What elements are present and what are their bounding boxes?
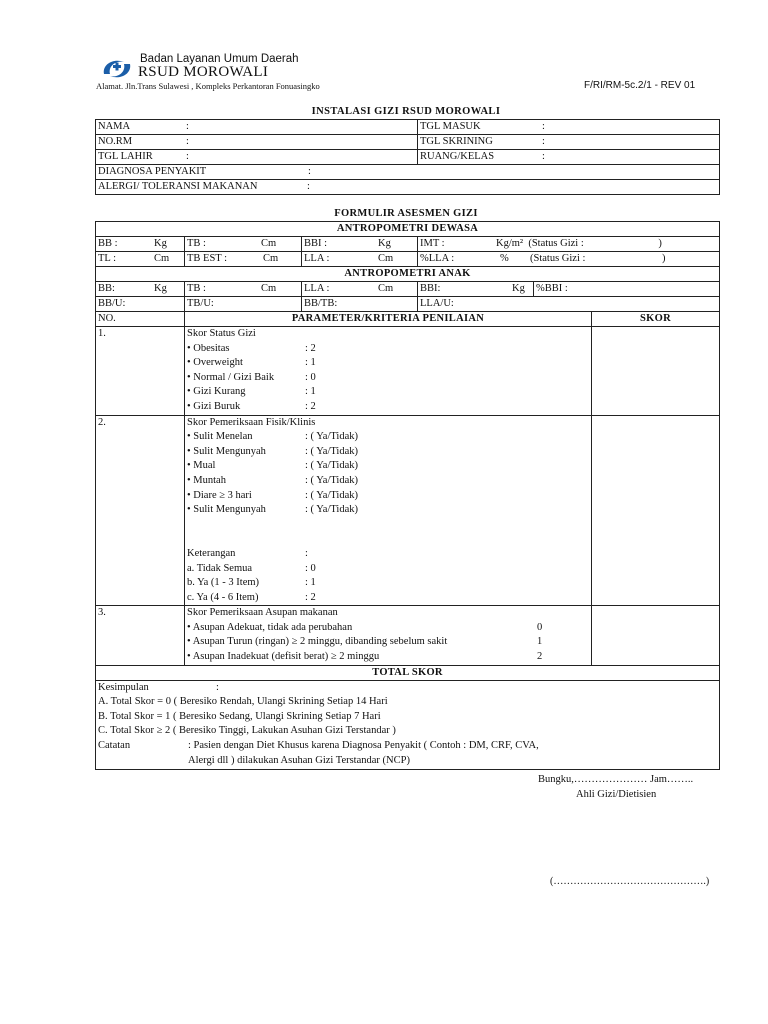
dewasa-bbi: BBI : Kg bbox=[302, 237, 418, 252]
anak-lla-u: LLA/U: bbox=[418, 297, 720, 312]
col-skor: SKOR bbox=[592, 312, 720, 327]
field-ruang: RUANG/KELAS : bbox=[418, 150, 720, 165]
page-title: INSTALASI GIZI RSUD MOROWALI bbox=[311, 106, 501, 117]
field-tgl-skrining: TGL SKRINING : bbox=[418, 135, 720, 150]
dewasa-tb: TB : Cm bbox=[185, 237, 302, 252]
sign-place-time: Bungku,………………… Jam…….. bbox=[538, 774, 694, 785]
dewasa-title: ANTROPOMETRI DEWASA bbox=[96, 222, 720, 237]
identity-table bbox=[95, 119, 720, 195]
p1-skor bbox=[592, 327, 720, 416]
col-parameter: PARAMETER/KRITERIA PENILAIAN bbox=[185, 312, 592, 327]
hospital-address: Alamat. Jln.Trans Sulawesi , Kompleks Perkantoran Fonuasingko bbox=[96, 81, 320, 91]
anak-lla: LLA : Cm bbox=[302, 282, 418, 297]
anak-bbi: BBI: Kg bbox=[418, 282, 534, 297]
dewasa-bb: BB : Kg bbox=[96, 237, 185, 252]
p2-no: 2. bbox=[96, 415, 185, 606]
p2-skor bbox=[592, 415, 720, 606]
col-no: NO. bbox=[96, 312, 185, 327]
field-tgl-masuk: TGL MASUK : bbox=[418, 120, 720, 135]
dewasa-imt: IMT : Kg/m² (Status Gizi : ) bbox=[418, 237, 720, 252]
anak-bb-u: BB/U: bbox=[96, 297, 185, 312]
anak-bb-tb: BB/TB: bbox=[302, 297, 418, 312]
assessment-table bbox=[95, 221, 720, 770]
p3-no: 3. bbox=[96, 606, 185, 665]
field-nama: NAMA : bbox=[96, 120, 418, 135]
field-norm: NO.RM : bbox=[96, 135, 418, 150]
hospital-name: RSUD MOROWALI bbox=[138, 64, 269, 80]
kesimpulan-box: Kesimpulan : A. Total Skor = 0 ( Beresiko Rendah, Ulangi Skrining Setiap 14 Hari B. Total Skor = 1 ( Beresiko Sedang, Ulangi Skrining Setiap 7 Hari C. Total Skor ≥ 2 ( Beresiko Tinggi, Lakukan Asuhan Gizi Terstandar ) Catatan : Pasien dengan Diet Khusus karena Diagnosa Penyakit ( Contoh : DM, CRF, CVA, Alergi dll ) dilakukan Asuhan Gizi Terstandar (NCP) bbox=[96, 680, 720, 769]
dewasa-tl: TL : Cm bbox=[96, 252, 185, 267]
org-name: Badan Layanan Umum Daerah bbox=[140, 53, 299, 65]
p1-no: 1. bbox=[96, 327, 185, 416]
anak-tb: TB : Cm bbox=[185, 282, 302, 297]
form-title: FORMULIR ASESMEN GIZI bbox=[334, 208, 478, 219]
sign-role: Ahli Gizi/Dietisien bbox=[576, 789, 657, 800]
dewasa-tb-est: TB EST : Cm bbox=[185, 252, 302, 267]
dewasa-lla: LLA : Cm bbox=[302, 252, 418, 267]
anak-bb: BB: Kg bbox=[96, 282, 185, 297]
sign-name-line: (……………………………………….) bbox=[550, 876, 710, 887]
form-code: F/RI/RM-5c.2/1 - REV 01 bbox=[584, 80, 696, 91]
anak-pct-bbi: %BBI : bbox=[534, 282, 720, 297]
p2-criteria: Skor Pemeriksaan Fisik/Klinis • Sulit Menelan : ( Ya/Tidak) • Sulit Mengunyah : ( Ya/Tidak) • Mual : ( Ya/Tidak) • Muntah : ( Ya/Tidak) • Diare ≥ 3 hari : ( Ya/Tidak) • Sulit Mengunyah : ( Ya/Tidak) Keterangan : a. Tidak Semua : 0 b. Ya (1 - 3 Item) : 1 c. Ya (4 - 6 Item) : 2 bbox=[185, 415, 592, 606]
p3-skor bbox=[592, 606, 720, 665]
field-diagnosa: DIAGNOSA PENYAKIT : bbox=[96, 165, 720, 180]
hospital-logo bbox=[100, 56, 134, 82]
total-skor: TOTAL SKOR bbox=[96, 665, 720, 680]
p1-criteria: Skor Status Gizi • Obesitas : 2 • Overweight : 1 • Normal / Gizi Baik : 0 • Gizi Kurang : 1 • Gizi Buruk : 2 bbox=[185, 327, 592, 416]
field-alergi: ALERGI/ TOLERANSI MAKANAN : bbox=[96, 180, 720, 195]
dewasa-pct-lla: %LLA : % (Status Gizi : ) bbox=[418, 252, 720, 267]
field-tgl-lahir: TGL LAHIR : bbox=[96, 150, 418, 165]
anak-title: ANTROPOMETRI ANAK bbox=[96, 267, 720, 282]
anak-tb-u: TB/U: bbox=[185, 297, 302, 312]
p3-criteria: Skor Pemeriksaan Asupan makanan • Asupan Adekuat, tidak ada perubahan 0 • Asupan Turun (ringan) ≥ 2 minggu, dibanding sebelum sakit 1 • Asupan Inadekuat (defisit berat) ≥ 2 minggu 2 bbox=[185, 606, 592, 665]
